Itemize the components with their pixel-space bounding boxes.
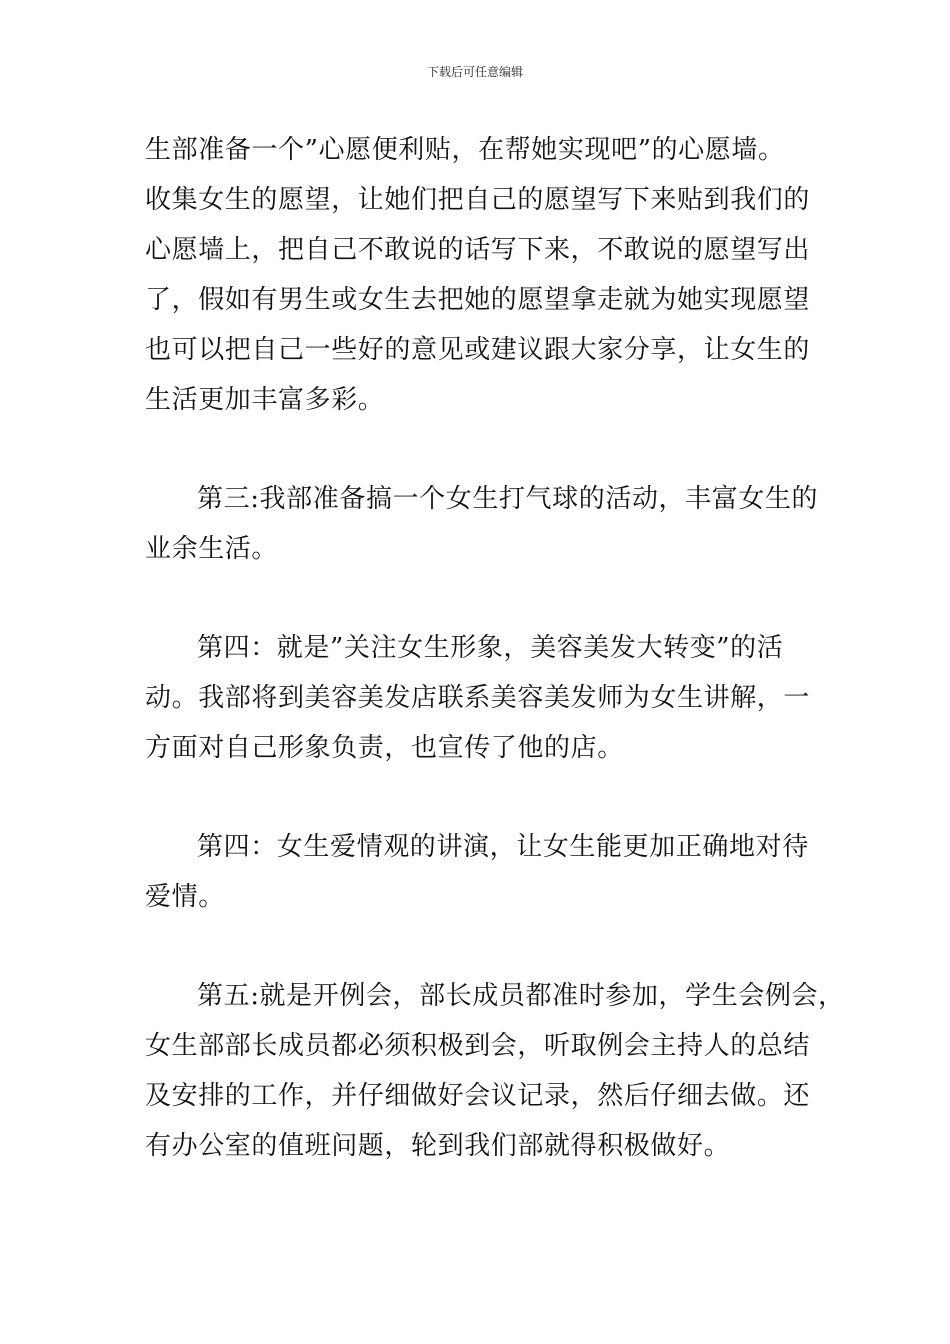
paragraph-item-four-love	[145, 822, 810, 922]
text-line: 第三:我部准备搞一个女生打气球的活动，丰富女生的	[197, 484, 819, 514]
text-line: 生部准备一个”心愿便利贴，在帮她实现吧”的心愿墙。	[145, 135, 785, 165]
text-line: 女生部部长成员都必须积极到会，听取例会主持人的总结	[145, 1031, 811, 1061]
text-line: 及安排的工作，并仔细做好会议记录，然后仔细去做。还	[145, 1081, 811, 1111]
page-header: 下载后可任意编辑	[426, 65, 523, 79]
document-body	[145, 125, 845, 1171]
paragraph-gap	[145, 922, 810, 971]
text-line: 收集女生的愿望，让她们把自己的愿望写下来贴到我们的	[145, 185, 811, 215]
text-line: 第四：就是”关注女生形象，美容美发大转变”的活	[197, 633, 784, 663]
text-line: 第四：女生爱情观的讲演，让女生能更加正确地对待	[197, 832, 809, 862]
paragraph-gap	[145, 574, 810, 623]
paragraph-gap	[145, 425, 810, 474]
text-line: 方面对自己形象负责，也宣传了他的店。	[145, 733, 624, 763]
paragraph-item-four-image	[145, 623, 810, 773]
text-line: 有办公室的值班问题，轮到我们部就得积极做好。	[145, 1131, 731, 1161]
paragraph-item-three	[145, 474, 819, 574]
paragraph-item-five	[145, 971, 845, 1171]
paragraph-gap	[145, 773, 810, 822]
text-line: 了，假如有男生或女生去把她的愿望拿走就为她实现愿望	[145, 285, 811, 315]
text-line: 第五:就是开例会，部长成员都准时参加，学生会例会，	[197, 981, 845, 1011]
text-line: 爱情。	[145, 882, 225, 912]
paragraph-wish-wall	[145, 125, 810, 425]
text-line: 动。我部将到美容美发店联系美容美发师为女生讲解，一	[145, 683, 811, 713]
text-line: 心愿墙上，把自己不敢说的话写下来，不敢说的愿望写出	[145, 235, 811, 265]
text-line: 也可以把自己一些好的意见或建议跟大家分享，让女生的	[145, 335, 811, 365]
text-line: 生活更加丰富多彩。	[145, 385, 385, 415]
text-line: 业余生活。	[145, 534, 279, 564]
